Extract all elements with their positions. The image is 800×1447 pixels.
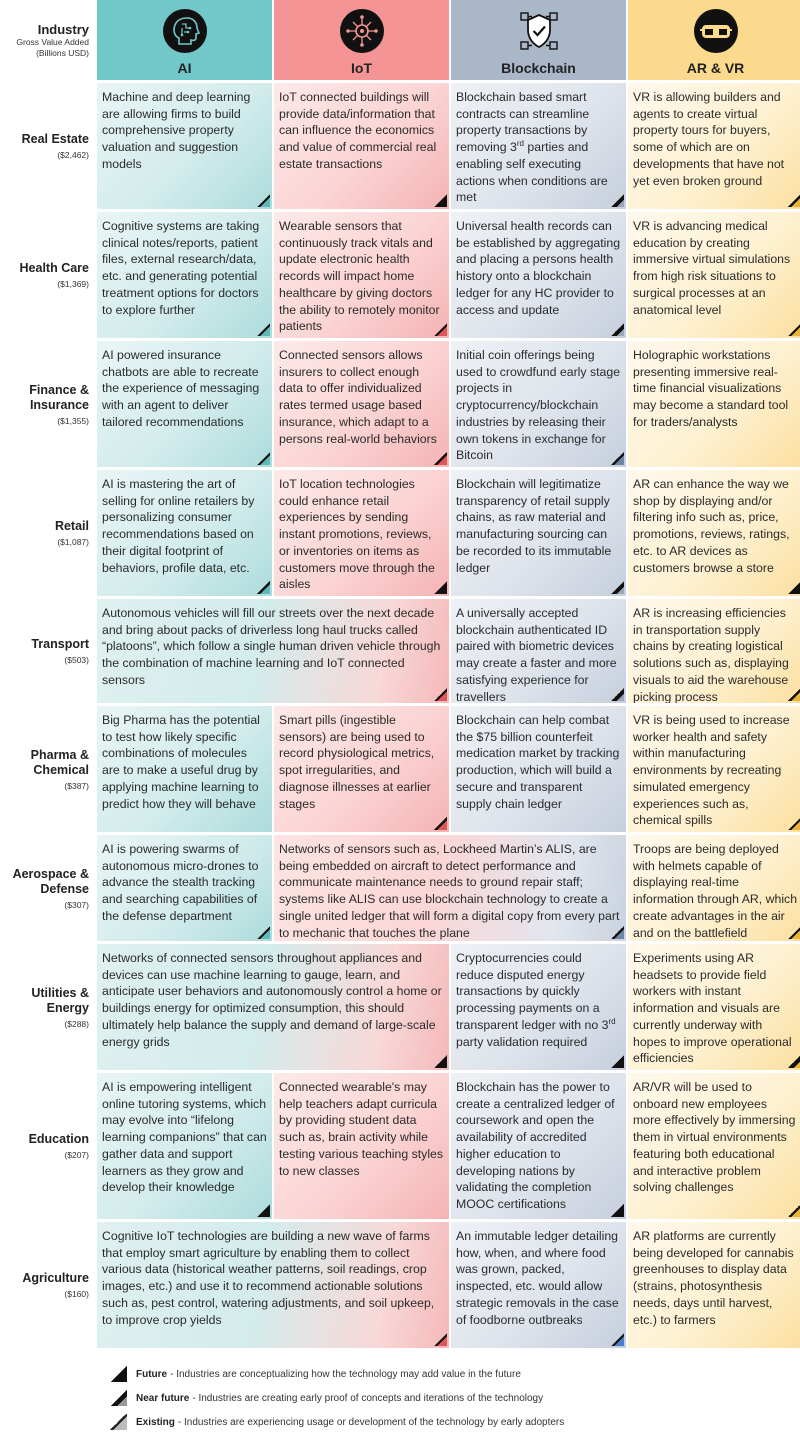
matrix-corner-label xyxy=(0,0,95,80)
stage-existing-marker xyxy=(788,688,800,701)
column-label-ar-vr: AR & VR xyxy=(686,60,745,76)
industry-name: Transport xyxy=(31,637,89,651)
cell-finance-blockchain xyxy=(451,341,626,467)
stage-future-marker xyxy=(788,581,800,594)
cell-finance-ai xyxy=(97,341,272,467)
stage-future-marker xyxy=(611,1204,624,1217)
cell-text: AR platforms are currently being developed for cannabis greenhouses to display data (strains, photosynthesis needs, days until harvest, etc.) to farmers xyxy=(633,1229,794,1327)
legend-label: Future xyxy=(136,1368,168,1380)
row-label-pharma-chemical xyxy=(0,706,95,832)
cell-text: Universal health records can be established by aggregating and placing a persons health history onto a blockchain ledger for any HC provider to access and update xyxy=(456,219,621,317)
cell-pharma-ar-vr xyxy=(628,706,800,832)
legend-label: Near future xyxy=(136,1392,190,1404)
cell-text: Cognitive systems are taking clinical notes/reports, patient files, external research/data, etc. and generating potential treatment options for doctors to explore further xyxy=(102,219,260,317)
industry-gva: ($1,355) xyxy=(57,415,89,426)
row-label-aerospace-defense xyxy=(0,835,95,941)
cell-text: AI is mastering the art of selling for online retailers by personalizing consumer recommendations based on their digital footprint of behaviors, profile data, etc. xyxy=(102,477,255,575)
cell-text: AR is increasing efficiencies in transportation supply chains by creating logistical solutions such as, displaying visuals to aid the warehouse picking process xyxy=(633,606,789,703)
legend-text: - Industries are creating early proof of concepts and iterations of the technology xyxy=(192,1392,544,1404)
industry-gva: ($160) xyxy=(64,1289,89,1299)
cell-education-blockchain xyxy=(451,1073,626,1219)
column-header-ai xyxy=(97,0,272,80)
cell-transport-blockchain xyxy=(451,599,626,703)
stage-existing-marker xyxy=(434,452,447,465)
cell-text: AR/VR will be used to onboard new employees more effectively by immersing them in virtual environments featuring both educational and interactive problem solving challenges xyxy=(633,1080,796,1195)
ai-head-circuit-icon xyxy=(162,8,208,54)
cell-aerospace-ar-vr xyxy=(628,835,800,941)
row-label-transport xyxy=(0,599,95,703)
cell-pharma-iot xyxy=(274,706,449,832)
cell-text: IoT connected buildings will provide data/information that can influence the economics and value of commercial real estate transactions xyxy=(279,90,437,171)
industry-gva: ($2,462) xyxy=(57,150,89,160)
stage-existing-marker xyxy=(788,926,800,939)
industry-name: Health Care xyxy=(19,261,89,275)
cell-text: VR is allowing builders and agents to create virtual property tours for buyers, some of which are on developments that have not yet even broken ground xyxy=(633,90,785,188)
cell-education-ar-vr xyxy=(628,1073,800,1219)
row-label-real-estate xyxy=(0,83,95,209)
industry-gva: ($307) xyxy=(64,899,89,910)
legend-item-existing xyxy=(105,1410,705,1434)
cell-real-estate-ar-vr xyxy=(628,83,800,209)
existing-triangle-icon xyxy=(109,1414,127,1430)
column-label-blockchain: Blockchain xyxy=(501,60,576,76)
stage-existing-marker xyxy=(611,926,624,939)
cell-text: Wearable sensors that continuously track vitals and update electronic health records will impact home healthcare by giving doctors the ability to remotely monitor patients xyxy=(279,219,440,334)
cell-text: AI powered insurance chatbots are able to recreate the experience of messaging with an agent to deliver tailored recommendations xyxy=(102,348,260,429)
cell-text: AR can enhance the way we shop by displaying and/or filtering info such as, price, promotions, reviews, ratings, etc. to AR devices as customers browse a store xyxy=(633,477,790,575)
cell-text: Smart pills (ingestible sensors) are being used to record physiological metrics, spot irregularities, and diagnose illnesses at earlier stages xyxy=(279,713,435,811)
stage-existing-marker xyxy=(434,688,447,701)
cell-health-care-blockchain xyxy=(451,212,626,338)
cell-text: Experiments using AR headsets to provide field workers with instant information and visuals are currently underway with hopes to improve operational efficiencies xyxy=(633,951,792,1066)
cell-real-estate-ai xyxy=(97,83,272,209)
cell-pharma-blockchain xyxy=(451,706,626,832)
cell-text: Networks of connected sensors throughout appliances and devices can use machine learning to gauge, learn, and anticipate user behaviors and autonomously control a home or buildings energy for optimized consumption, this should ultimately help balance the supply and demand of large-scale energy grids xyxy=(102,951,442,1049)
cell-health-care-ai xyxy=(97,212,272,338)
stage-existing-marker xyxy=(434,1333,447,1346)
stage-future-marker xyxy=(611,1055,624,1068)
industry-name: Utilities & Energy xyxy=(31,985,89,1015)
industry-gva: ($1,087) xyxy=(57,537,89,547)
stage-existing-marker xyxy=(788,194,800,207)
row-label-finance-insurance xyxy=(0,341,95,467)
cell-finance-ar-vr xyxy=(628,341,800,467)
cell-text: Cryptocurrencies could reduce disputed energy transactions by quickly processing payments on a transparent ledger with no 3rd party validation required xyxy=(456,951,616,1049)
stage-future-marker xyxy=(434,1055,447,1068)
cell-retail-ar-vr xyxy=(628,470,800,596)
cell-text: Blockchain can help combat the $75 billion counterfeit medication market by tracking production, which will build a secure and transparent supply chain ledger xyxy=(456,713,620,811)
cell-text: Networks of sensors such as, Lockheed Martin’s ALIS, are being embedded on aircraft to detect performance and communicate maintenance needs to ground repair staff; systems like ALIS can use blockchain technology to create a single united ledger that will form a digital copy from every part to mechanic that touches the plane xyxy=(279,842,620,940)
cell-agriculture-ar-vr xyxy=(628,1222,800,1348)
cell-text: Connected sensors allows insurers to collect enough data to offer individualized rates termed usage based insurance, which adapt to a persons real-world behaviors xyxy=(279,348,437,446)
industry-name: Pharma & Chemical xyxy=(30,747,89,777)
blockchain-shield-icon xyxy=(516,8,562,54)
legend-text: - Industries are experiencing usage or development of the technology by early adopters xyxy=(177,1416,565,1428)
stage-future-marker xyxy=(257,1204,270,1217)
cell-text: Blockchain has the power to create a centralized ledger of coursework and open the availability of accredited higher education to developing nations by validating the completion MOOC certifications xyxy=(456,1080,615,1211)
cell-text: AI is empowering intelligent online tutoring systems, which may evolve into “lifelong learning companions” that can gather data and support learners as they grow and develop their knowledge xyxy=(102,1080,267,1195)
stage-existing-marker xyxy=(788,323,800,336)
stage-near-future-marker xyxy=(611,581,624,594)
industry-gva: ($387) xyxy=(64,780,89,791)
stage-existing-marker xyxy=(788,817,800,830)
row-label-health-care xyxy=(0,212,95,338)
cell-utilities-ar-vr xyxy=(628,944,800,1070)
stage-future-marker xyxy=(434,581,447,594)
legend-item-future xyxy=(105,1362,705,1386)
stage-existing-marker xyxy=(257,452,270,465)
column-header-iot xyxy=(274,0,449,80)
row-label-education xyxy=(0,1073,95,1219)
cell-real-estate-blockchain xyxy=(451,83,626,209)
cell-text: Cognitive IoT technologies are building a new wave of farms that employ smart agriculture by enabling them to collect various data (historical weather patterns, soil readings, crop images, etc.) and use it to recommend actionable solutions such as, pest control, watering adjustments, and soil upkeep, to improve crop yields xyxy=(102,1229,435,1327)
cell-agriculture-ai-iot xyxy=(97,1222,449,1348)
cell-text: Connected wearable's may help teachers adapt curricula by providing student data such as, brain activity while testing various teaching styles to new classes xyxy=(279,1080,444,1178)
cell-health-care-iot xyxy=(274,212,449,338)
stage-existing-marker xyxy=(257,926,270,939)
corner-title: Industry xyxy=(37,22,89,37)
cell-health-care-ar-vr xyxy=(628,212,800,338)
near-future-triangle-icon xyxy=(111,1390,127,1406)
stage-existing-marker xyxy=(434,817,447,830)
industry-name: Finance & Insurance xyxy=(29,382,89,412)
cell-text: Big Pharma has the potential to test how likely specific combinations of molecules are to make a useful drug by applying machine learning to predict how they will behave xyxy=(102,713,260,811)
stage-existing-marker xyxy=(434,323,447,336)
column-label-iot: IoT xyxy=(351,60,372,76)
cell-aerospace-ai xyxy=(97,835,272,941)
stage-existing-marker xyxy=(257,194,270,207)
cell-finance-iot xyxy=(274,341,449,467)
industry-name: Real Estate xyxy=(21,132,89,146)
cell-utilities-ai-iot xyxy=(97,944,449,1070)
industry-name: Aerospace & Defense xyxy=(12,866,89,896)
stage-near-future-marker xyxy=(611,323,624,336)
cell-retail-blockchain xyxy=(451,470,626,596)
industry-name: Education xyxy=(28,1132,89,1146)
industry-name: Agriculture xyxy=(22,1271,89,1285)
cell-text: VR is advancing medical education by creating immersive virtual simulations from high risk situations to surgical processes at an anatomical level xyxy=(633,219,791,317)
stage-near-future-marker xyxy=(611,194,624,207)
legend xyxy=(105,1362,705,1434)
future-triangle-icon xyxy=(111,1366,127,1382)
cell-aerospace-iot-blockchain xyxy=(274,835,626,941)
stage-existing-marker xyxy=(257,323,270,336)
column-label-ai: AI xyxy=(177,60,192,76)
row-label-utilities-energy xyxy=(0,944,95,1070)
cell-education-ai xyxy=(97,1073,272,1219)
cell-transport-ai-iot xyxy=(97,599,449,703)
cell-text: An immutable ledger detailing how, when, and where food was grown, packed, inspected, etc. would allow strategic removals in the case of foodborne outbreaks xyxy=(456,1229,619,1327)
stage-future-marker xyxy=(434,194,447,207)
cell-real-estate-iot xyxy=(274,83,449,209)
cell-text: AI is powering swarms of autonomous micro-drones to advance the stealth tracking and searching capabilities of the defense department xyxy=(102,842,259,923)
stage-existing-marker xyxy=(788,1204,800,1217)
cell-pharma-ai xyxy=(97,706,272,832)
legend-label: Existing xyxy=(136,1416,175,1428)
row-label-agriculture xyxy=(0,1222,95,1348)
cell-text: Autonomous vehicles will fill our streets over the next decade and bring about packs of driverless long haul trucks called “platoons”, which follow a single human driven vehicle through the combination of machine learning and IoT connected sensors xyxy=(102,606,441,687)
cell-text: A universally accepted blockchain authenticated ID paired with biometric devices may create a faster and more satisfying experience for travellers xyxy=(456,606,617,703)
stage-existing-marker xyxy=(611,452,624,465)
stage-existing-marker xyxy=(257,581,270,594)
industry-name: Retail xyxy=(54,519,89,533)
industry-gva: ($207) xyxy=(64,1150,89,1160)
cell-text: Holographic workstations presenting immersive real-time financial visualizations may become a standard tool for traders/analysts xyxy=(633,348,789,429)
legend-text: - Industries are conceptualizing how the technology may add value in the future xyxy=(170,1368,521,1380)
cell-text: Troops are being deployed with helmets capable of displaying real-time information through AR, which create advantages in the air and on the battlefield xyxy=(633,842,798,940)
stage-near-future-marker xyxy=(788,1055,800,1068)
cell-text: VR is being used to increase worker health and safety within manufacturing environments by recreating simulated emergency experiences such as, chemical spills xyxy=(633,713,790,828)
cell-text: Blockchain based smart contracts can streamline property transactions by removing 3rd parties and enabling self executing actions when conditions are met xyxy=(456,90,608,205)
row-label-retail xyxy=(0,470,95,596)
corner-subtitle-1: Gross Value Added xyxy=(16,37,89,47)
industry-gva: ($1,369) xyxy=(57,279,89,289)
cell-education-iot xyxy=(274,1073,449,1219)
cell-retail-ai xyxy=(97,470,272,596)
corner-subtitle-2: (Billions USD) xyxy=(36,48,89,58)
stage-existing-marker xyxy=(611,1333,624,1346)
legend-item-near-future xyxy=(105,1386,705,1410)
cell-text: Initial coin offerings being used to crowdfund early stage projects in cryptocurrency/blockchain industries by releasing their own tokens in exchange for Bitcoin xyxy=(456,348,621,463)
column-header-ar-vr xyxy=(628,0,800,80)
stage-near-future-marker xyxy=(611,688,624,701)
vr-headset-icon xyxy=(693,8,739,54)
industry-gva: ($288) xyxy=(64,1018,89,1029)
cell-transport-ar-vr xyxy=(628,599,800,703)
cell-utilities-blockchain xyxy=(451,944,626,1070)
cell-text: IoT location technologies could enhance retail experiences by sending instant promotions, reviews, or inventories on items as customers move through the aisles xyxy=(279,477,435,592)
column-header-blockchain xyxy=(451,0,626,80)
cell-agriculture-blockchain xyxy=(451,1222,626,1348)
cell-retail-iot xyxy=(274,470,449,596)
industry-gva: ($503) xyxy=(64,655,89,665)
iot-network-icon xyxy=(339,8,385,54)
cell-text: Blockchain will legitimatize transparency of retail supply chains, as raw material and manufacturing sourcing can be recorded to its immutable ledger xyxy=(456,477,612,575)
cell-text: Machine and deep learning are allowing firms to build comprehensive property valuation and suggestion models xyxy=(102,90,251,171)
